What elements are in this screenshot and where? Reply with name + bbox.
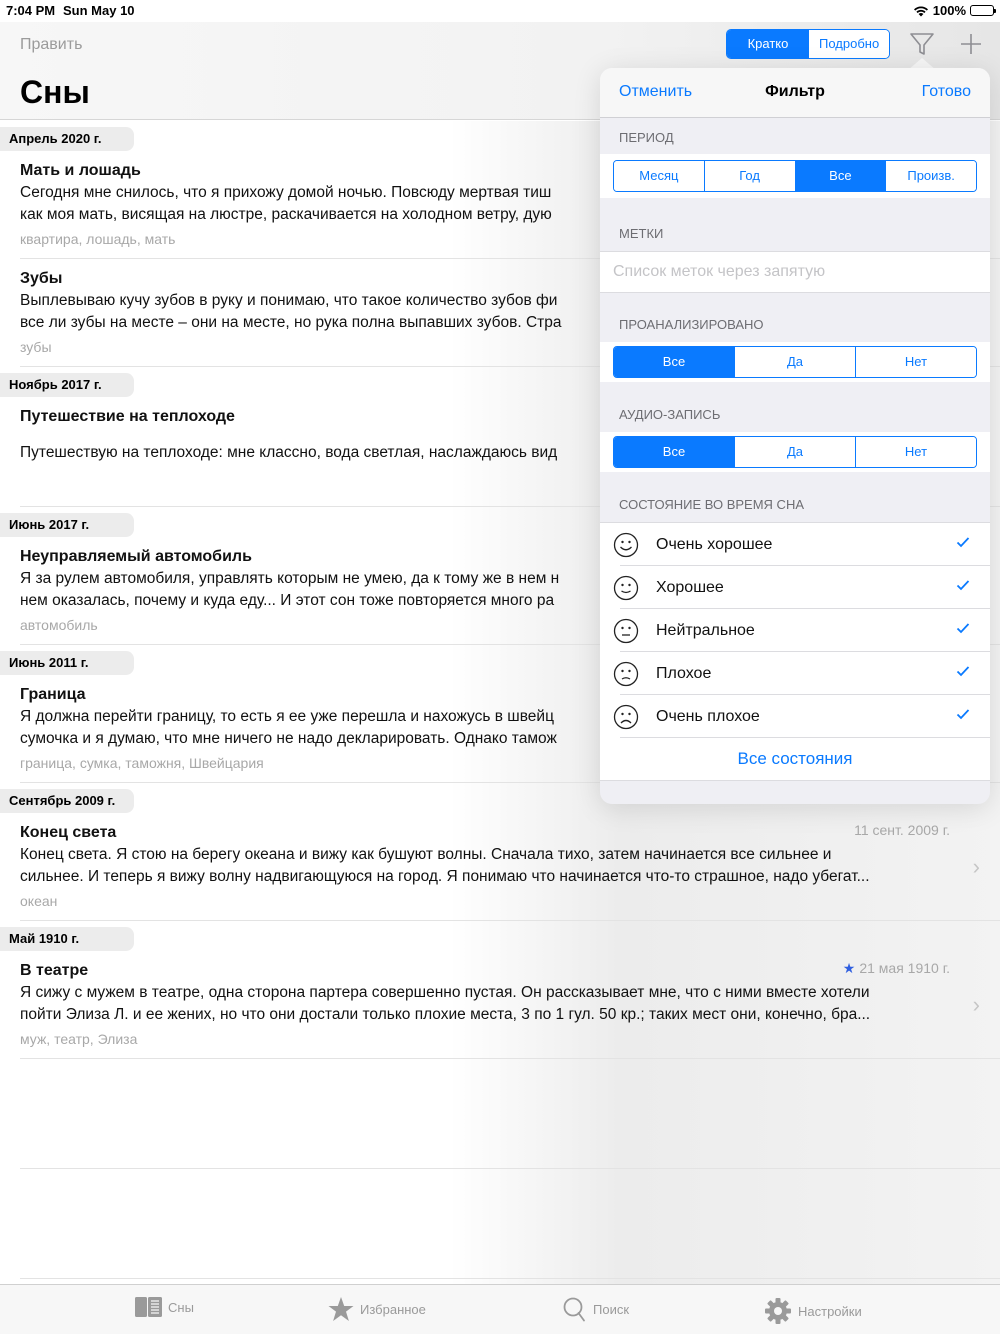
analyzed-no[interactable]: Нет (855, 347, 976, 377)
very-sad-face-icon (613, 704, 639, 730)
checkmark-icon (956, 707, 970, 721)
dream-title: Путешествие на теплоходе (20, 408, 235, 425)
section-header: Ноябрь 2017 г. (0, 373, 134, 397)
plus-icon[interactable] (958, 31, 984, 57)
dream-text-line: Путешествую на теплоходе: мне классно, вода светлая, наслаждаюсь вид (20, 444, 558, 461)
analyzed-all[interactable]: Все (614, 347, 734, 377)
mood-item-good[interactable] (600, 566, 990, 609)
all-states-button[interactable]: Все состояния (737, 749, 853, 768)
mood-item-very-good[interactable] (600, 523, 990, 566)
checkmark-icon (956, 578, 970, 592)
analyzed-yes[interactable]: Да (734, 347, 855, 377)
dream-tags: граница, сумка, таможня, Швейцария (20, 755, 264, 771)
tags-label: МЕТКИ (619, 226, 664, 241)
dream-title: Граница (20, 686, 86, 703)
dream-date (843, 960, 950, 977)
audio-yes[interactable]: Да (734, 437, 855, 467)
dream-date-text: 21 мая 1910 г. (859, 960, 950, 976)
section (0, 927, 1000, 1059)
tab-label: Настройки (798, 1303, 862, 1319)
period-custom[interactable]: Произв. (885, 161, 976, 191)
star-icon (328, 1297, 354, 1322)
dream-date-text: 11 сент. 2009 г. (854, 822, 950, 838)
tab-settings[interactable] (764, 1297, 862, 1325)
chevron-right-icon: › (972, 991, 980, 1017)
dream-text-line: пойти Элиза Л. и ее жених, но что они достали только плохие места, 3 по 1 гул. 50 кр.; таких мест они, конечно, бра... (20, 1006, 871, 1023)
dream-text-line: Я должна перейти границу, то есть я ее уже перешла и нахожусь в швейц (20, 708, 554, 725)
filter-icon[interactable] (908, 31, 936, 57)
dream-title: В театре (20, 962, 89, 979)
tags-field (600, 251, 990, 293)
page-title: Сны (20, 74, 90, 110)
dream-tags: муж, театр, Элиза (20, 1031, 138, 1047)
dream-title: Конец света (20, 824, 117, 841)
tab-search[interactable] (563, 1297, 629, 1322)
very-happy-face-icon (613, 532, 639, 558)
dream-text-line: Сегодня мне снилось, что я прихожу домой ночью. Повсюду мертвая тиш (20, 184, 552, 201)
section-header: Июнь 2017 г. (0, 513, 134, 537)
mood-label: СОСТОЯНИЕ ВО ВРЕМЯ СНА (619, 497, 805, 512)
dream-entry[interactable] (20, 813, 1000, 921)
period-label: ПЕРИОД (619, 130, 674, 145)
dream-text-line: сумочка и я думаю, что мне ничего не надо декларировать. Однако тамож (20, 730, 557, 747)
search-icon (563, 1297, 587, 1322)
dream-text-line: сильнее. И теперь я вижу волну надвигающуюся на город. Я понимаю что начинается что-то страшное, надо убегат... (20, 868, 870, 885)
battery-icon (970, 5, 994, 16)
cancel-button[interactable]: Отменить (619, 83, 693, 100)
done-button[interactable]: Готово (921, 83, 971, 100)
period-segmented-control (613, 160, 977, 192)
section-header: Сентябрь 2009 г. (0, 789, 134, 813)
dream-text-line: Я сижу с мужем в театре, одна сторона партера совершенно пустая. Он рассказывает мне, что с ними вместе хотели (20, 984, 870, 1001)
period-all[interactable]: Все (795, 161, 886, 191)
filter-popover (600, 68, 990, 804)
tags-input[interactable] (600, 252, 990, 292)
dream-text-line: Выплевываю кучу зубов в руку и понимаю, что такое количество зубов фи (20, 292, 558, 309)
checkmark-icon (956, 621, 970, 635)
tab-favorites[interactable] (328, 1297, 426, 1322)
dream-entry[interactable] (20, 951, 1000, 1059)
checkmark-icon (956, 535, 970, 549)
mood-item-bad[interactable] (600, 652, 990, 695)
journal-icon (135, 1297, 162, 1317)
dream-text-line: Конец света. Я стою на берегу океана и вижу как бушуют волны. Сначала тихо, затем начинается все сильнее и (20, 846, 832, 863)
dream-tags: зубы (20, 339, 52, 355)
mood-label-text: Нейтральное (656, 621, 755, 639)
mood-label-text: Плохое (656, 664, 712, 682)
audio-label: АУДИО-ЗАПИСЬ (619, 407, 721, 422)
empty-row (20, 1059, 1000, 1169)
audio-segmented-control (613, 436, 977, 468)
analyzed-row (600, 342, 990, 382)
empty-row (20, 1169, 1000, 1279)
mood-label-text: Очень хорошее (656, 535, 773, 553)
dream-text-line: нем оказалась, почему и куда еду... И этот сон тоже повторяется много ра (20, 592, 555, 609)
happy-face-icon (613, 575, 639, 601)
section-header: Апрель 2020 г. (0, 127, 134, 151)
tab-label: Избранное (360, 1302, 426, 1317)
section (0, 789, 1000, 921)
status-bar (0, 0, 1000, 22)
view-mode-segmented-control (726, 29, 890, 59)
mood-item-neutral[interactable] (600, 609, 990, 652)
status-right (913, 3, 994, 18)
star-icon: ★ (842, 960, 856, 976)
dream-text-line: Я за рулем автомобиля, управлять которым не умею, да к тому же в нем н (20, 570, 560, 587)
view-mode-brief[interactable]: Кратко (727, 30, 809, 58)
checkmark-icon (956, 664, 970, 678)
dream-tags: квартира, лошадь, мать (20, 231, 176, 247)
view-mode-detailed[interactable]: Подробно (809, 30, 889, 58)
gear-icon (764, 1297, 792, 1325)
chevron-right-icon: › (972, 853, 980, 879)
mood-label-text: Очень плохое (656, 707, 760, 725)
period-month[interactable]: Месяц (614, 161, 704, 191)
neutral-face-icon (613, 618, 639, 644)
dream-date (854, 822, 950, 838)
analyzed-label: ПРОАНАЛИЗИРОВАНО (619, 317, 764, 332)
filter-nav-bar (600, 68, 990, 118)
tab-dreams[interactable] (135, 1297, 194, 1317)
period-row (600, 154, 990, 198)
section-header: Май 1910 г. (0, 927, 134, 951)
mood-item-very-bad[interactable] (600, 695, 990, 738)
analyzed-segmented-control (613, 346, 977, 378)
dream-tags: океан (20, 893, 58, 909)
status-date: Sun May 10 (63, 3, 135, 18)
audio-row (600, 432, 990, 472)
dream-tags: автомобиль (20, 617, 98, 633)
sad-face-icon (613, 661, 639, 687)
mood-label-text: Хорошее (656, 578, 724, 596)
filter-title: Фильтр (765, 83, 825, 100)
mood-list (600, 522, 990, 781)
period-year[interactable]: Год (704, 161, 795, 191)
status-time: 7:04 PM (6, 3, 56, 18)
dream-text-line: все ли зубы на месте – они на месте, но рука полна выпавших зубов. Стра (20, 314, 562, 331)
wifi-icon (913, 5, 929, 17)
battery-percent: 100% (932, 3, 966, 18)
dream-title: Мать и лошадь (20, 162, 141, 179)
tab-label: Сны (168, 1299, 194, 1315)
audio-all[interactable]: Все (614, 437, 734, 467)
section-header: Июнь 2011 г. (0, 651, 134, 675)
dream-title: Зубы (20, 270, 63, 287)
tab-label: Поиск (593, 1302, 630, 1317)
dream-text-line: как моя мать, висящая на люстре, раскачивается на холодном ветру, дую (20, 206, 552, 223)
tab-bar (0, 1284, 1000, 1334)
dream-title: Неуправляемый автомобиль (20, 548, 252, 565)
edit-button[interactable]: Править (20, 36, 83, 53)
audio-no[interactable]: Нет (855, 437, 976, 467)
